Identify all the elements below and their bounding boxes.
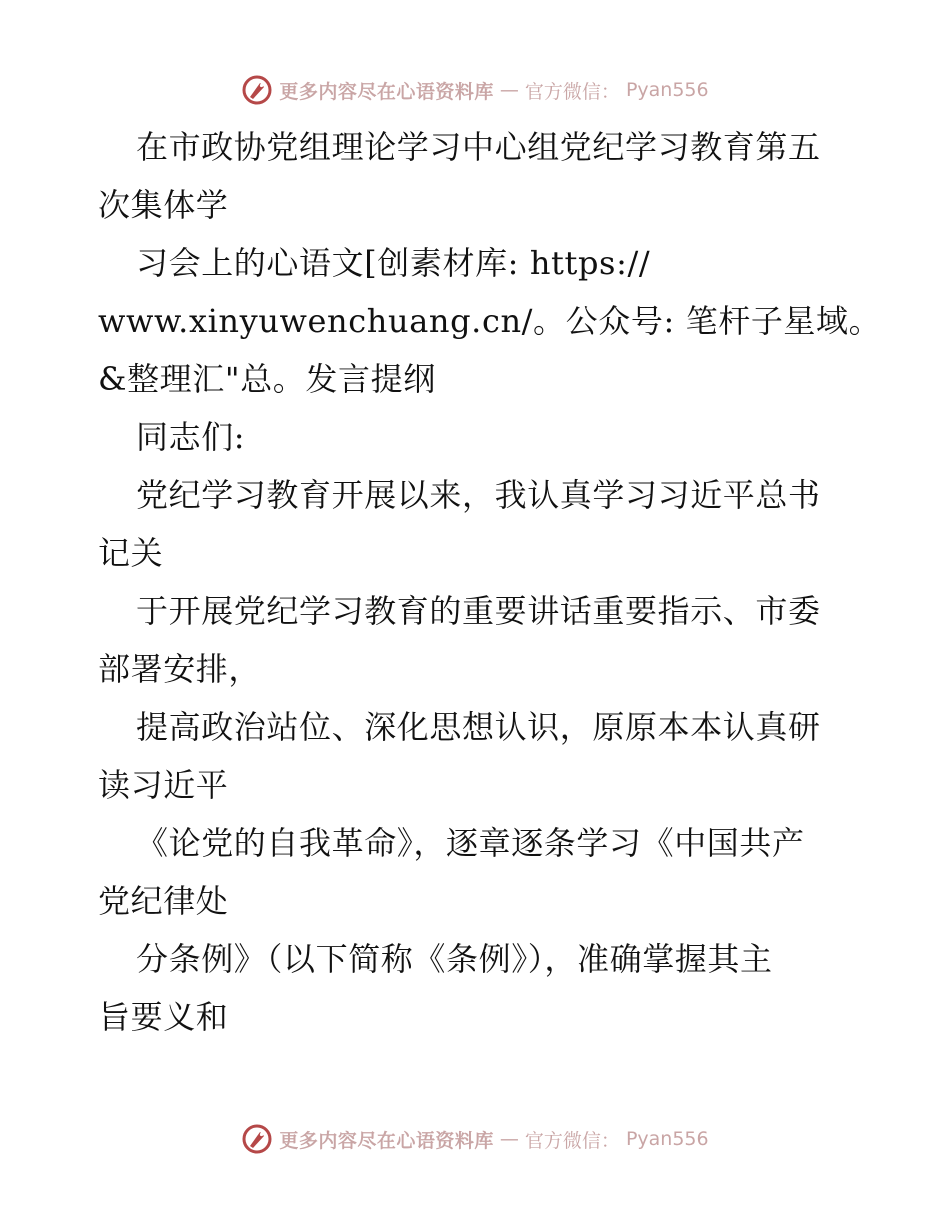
text-line: 提高政治站位、深化思想认识，原原本本认真研 bbox=[136, 708, 821, 746]
text-line: 习会上的心语文[创素材库: https:// bbox=[136, 244, 651, 282]
text-line: 《论党的自我革命》，逐章逐条学习《中国共产 bbox=[136, 824, 805, 862]
text-line: 于开展党纪学习教育的重要讲话重要指示、市委 bbox=[136, 592, 821, 630]
document-body bbox=[98, 118, 882, 1046]
text-line: www.xinyuwenchuang.cn/。公众号: 笔杆子星域。 bbox=[98, 302, 882, 340]
text-line: &整理汇"总。发言提纲 bbox=[98, 360, 436, 398]
watermark-text: 更多内容尽在心语资料库 bbox=[279, 80, 494, 103]
watermark-text: 更多内容尽在心语资料库 bbox=[279, 1129, 494, 1152]
watermark-dash: — bbox=[499, 79, 519, 101]
header-watermark-banner bbox=[0, 70, 950, 110]
text-line: 分条例》（以下简称《条例》），准确掌握其主 bbox=[136, 940, 773, 978]
pen-nib-logo-icon bbox=[241, 74, 273, 106]
watermark-wechat-label: 官方微信： bbox=[524, 1129, 620, 1152]
watermark-wechat-id: Pyan556 bbox=[625, 79, 709, 101]
text-line: 记关 bbox=[98, 534, 164, 572]
watermark-dash: — bbox=[499, 1128, 519, 1150]
text-line: 党纪学习教育开展以来，我认真学习习近平总书 bbox=[136, 476, 821, 514]
pen-nib-logo-icon bbox=[241, 1123, 273, 1155]
text-line: 次集体学 bbox=[98, 186, 229, 224]
text-line: 部署安排， bbox=[98, 650, 262, 688]
text-line: 旨要义和 bbox=[98, 998, 229, 1036]
text-line: 党纪律处 bbox=[98, 882, 229, 920]
text-line: 读习近平 bbox=[98, 766, 229, 804]
text-line: 同志们: bbox=[136, 418, 246, 456]
text-line: 在市政协党组理论学习中心组党纪学习教育第五 bbox=[136, 128, 821, 166]
watermark-wechat-label: 官方微信： bbox=[524, 80, 620, 103]
watermark-wechat-id: Pyan556 bbox=[625, 1128, 709, 1150]
footer-watermark-banner bbox=[0, 1119, 950, 1159]
